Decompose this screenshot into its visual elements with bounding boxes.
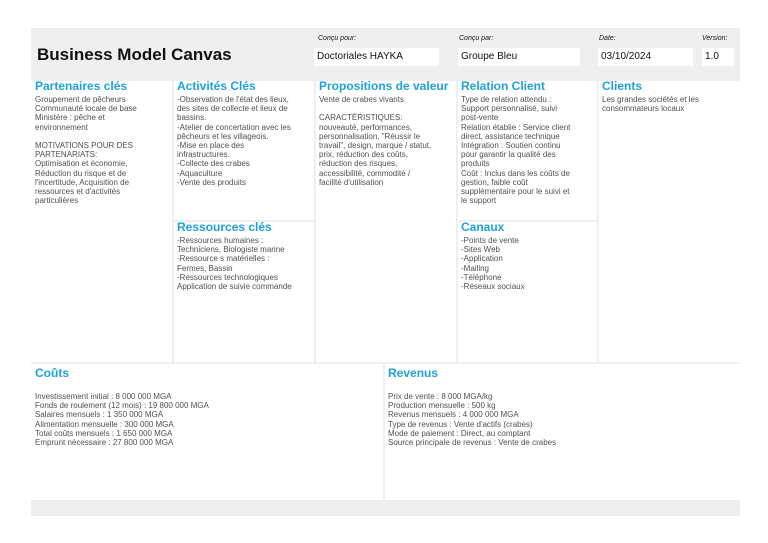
designed-by-field[interactable]: Groupe Bleu bbox=[458, 48, 580, 66]
clients-title: Clients bbox=[602, 79, 643, 93]
costs-title: Coûts bbox=[35, 366, 69, 380]
value-title: Propositions de valeur bbox=[319, 79, 449, 93]
designed-for-field[interactable]: Doctoriales HAYKA bbox=[314, 48, 439, 66]
clients-cell bbox=[599, 81, 740, 362]
designed-by-label: Conçu par: bbox=[459, 35, 494, 42]
relationship-text: Type de relation attendu : Support personnalisé, suivi post-vente Relation établie : Service client direct, assistance technique Intégration : Soutien continu pour garantir la qualité des produits Coût : Inclus dans les coûts de gestion, faible coût supplémentaire pour le suivi et le support bbox=[461, 95, 571, 206]
revenues-title: Revenus bbox=[388, 366, 439, 380]
costs-text: Investissement initial : 8 000 000 MGA Fonds de roulement (12 mois) : 19 800 000 MGA Salaires mensuels : 1 350 000 MGA Alimentation mensuelle : 300 000 MGA Total coûts mensuels : 1 650 000 MGA Emprunt nécessaire : 27 800 000 MGA bbox=[35, 392, 209, 448]
resources-text: -Ressources humaines : Techniciens, Biologiste marine -Ressource s matérielles : Fermes, Bassin -Ressources technologiques Application de suivie commande bbox=[177, 236, 292, 292]
channels-title: Canaux bbox=[461, 220, 505, 234]
revenues-text: Prix de vente : 8 000 MGA/kg Production mensuelle : 500 kg Revenus mensuels : 4 000 000 MGA Type de revenus : Vente d'actifs (crabes) Mode de paiement : Direct, au comptant Source principale de revenus : Vente de crabes bbox=[388, 392, 557, 448]
value-text: Vente de crabes vivants CARACTÉRISTIQUES: nouveauté, performances, personnalisation, "Réussir le travail", design, marque / statut, prix, réduction des coûts, réduction des risques, accessibilité, commodité / facilité d'utilisation bbox=[319, 95, 432, 187]
page-title: Business Model Canvas bbox=[37, 45, 232, 64]
partners-text: Groupement de pêcheurs Communauté locale de base Ministère : pêche et environnement MOTIVATIONS POUR DES PARTENARIATS: Optimisation et économie, Réduction du risque et de l'incertitude, Acquisition de ressources et d'activités particulières bbox=[35, 95, 137, 206]
date-field[interactable]: 03/10/2024 bbox=[598, 48, 693, 66]
channels-text: -Points de vente -Sites Web -Application -Mailing -Téléphone -Réseaux sociaux bbox=[461, 236, 525, 292]
resources-title: Ressources clés bbox=[177, 220, 272, 234]
relationship-title: Relation Client bbox=[461, 79, 546, 93]
designed-for-label: Conçu pour: bbox=[318, 35, 357, 42]
partners-title: Partenaires clés bbox=[35, 79, 128, 93]
activities-text: -Observation de l'état des lieux, des sites de collecte et lieux de bassins. -Atelier de concertation avec les pêcheurs et les villageois. -Mise en place des infrastructures. -Collecte des crabes -Aquaculture -Vente des produits bbox=[177, 95, 291, 187]
activities-title: Activités Clés bbox=[177, 79, 256, 93]
version-label: Version: bbox=[702, 35, 728, 42]
version-field[interactable]: 1.0 bbox=[702, 48, 734, 66]
clients-text: Les grandes sociétés et les consommateurs locaux bbox=[602, 95, 699, 114]
date-label: Date: bbox=[599, 35, 616, 42]
